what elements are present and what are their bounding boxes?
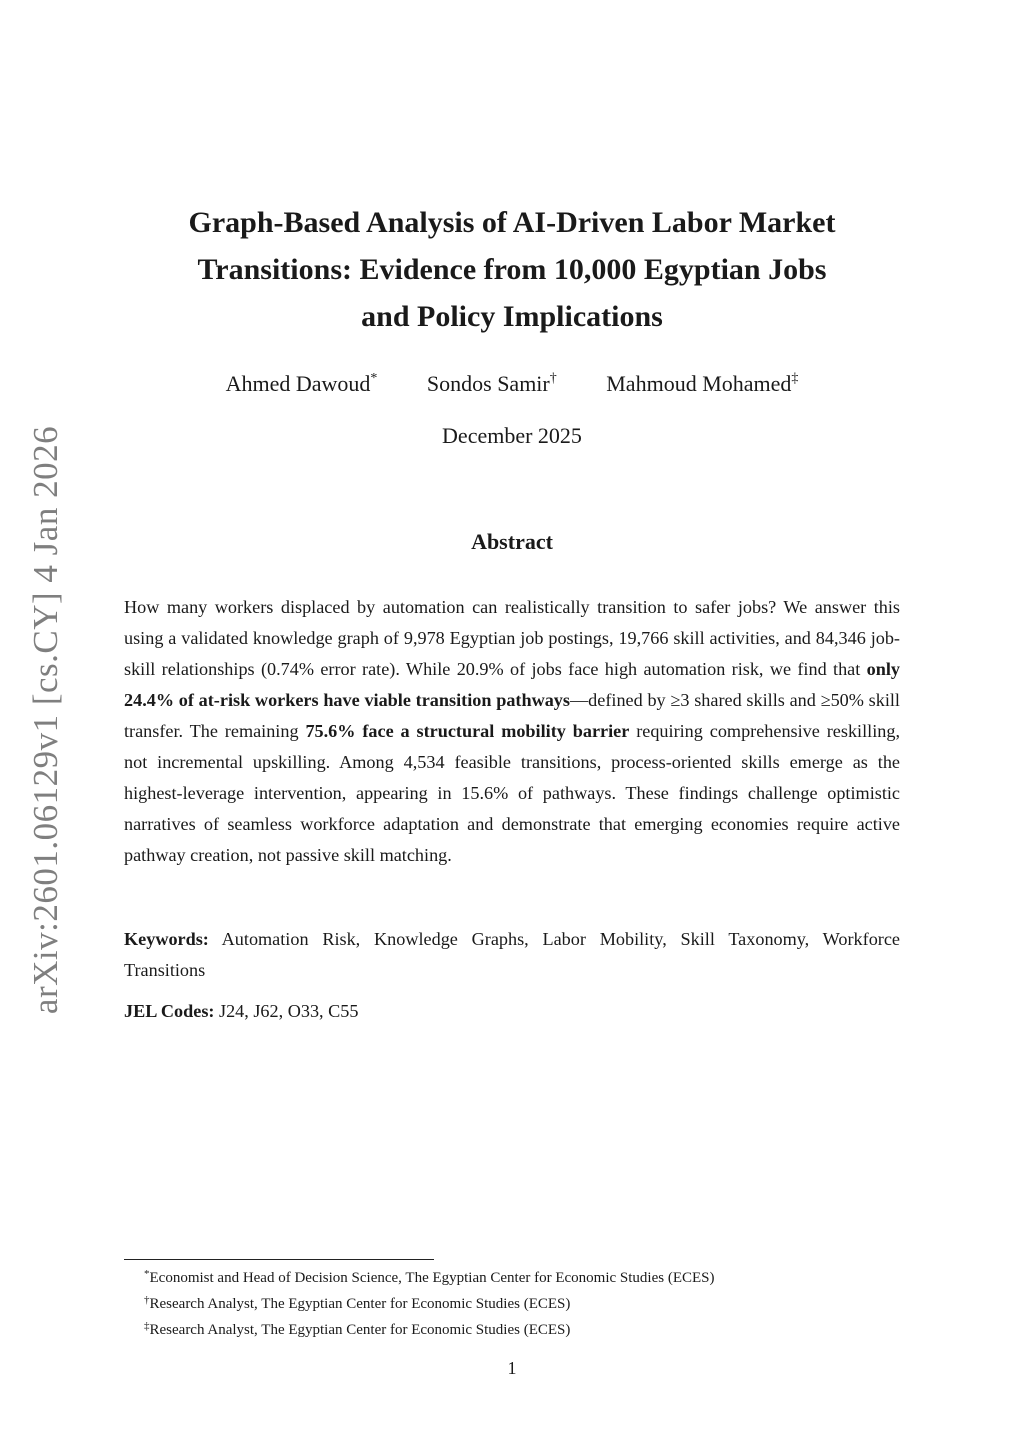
publication-date: December 2025 — [442, 423, 582, 448]
footnotes — [144, 1263, 904, 1341]
abstract-text — [124, 592, 900, 871]
jel-codes-list: J24, J62, O33, C55 — [219, 1001, 359, 1021]
keywords-label: Keywords: — [124, 929, 209, 949]
footnote-divider — [124, 1259, 434, 1260]
title-line: Graph-Based Analysis of AI-Driven Labor Market — [188, 206, 836, 239]
abstract-heading: Abstract — [471, 529, 553, 554]
keywords-list: Automation Risk, Knowledge Graphs, Labor Mobility, Skill Taxonomy, Workforce Transitions — [124, 929, 900, 980]
author-footnote-mark: ‡ — [791, 371, 799, 386]
abstract-highlight-viable-pathways: only 24.4% of at-risk workers have viable transition pathways — [124, 659, 900, 710]
author-list — [112, 371, 912, 397]
author-mahmoud-mohamed — [606, 371, 798, 397]
footnote-item — [144, 1263, 904, 1289]
author-sondos-samir — [427, 371, 557, 397]
abstract-text-part: requiring comprehensive reskilling, not incremental upskilling. Among 4,534 feasible transitions, process-oriented skills emerge as the highest-leverage intervention, appearing in 15.6% of pathways. These findings challenge optimistic narratives of seamless workforce adaptation and demonstrate that emerging economies require active pathway creation, not passive skill matching. — [124, 721, 900, 865]
footnote-text: Economist and Head of Decision Science, The Egyptian Center for Economic Studies (ECES) — [149, 1270, 715, 1286]
jel-codes — [124, 996, 900, 1027]
title-line: Transitions: Evidence from 10,000 Egyptian Jobs — [197, 253, 827, 286]
footnote-mark: * — [144, 1268, 150, 1280]
footnote-text: Research Analyst, The Egyptian Center for Economic Studies (ECES) — [149, 1322, 571, 1338]
page-number: 1 — [507, 1358, 517, 1378]
author-ahmed-dawoud — [226, 371, 378, 397]
footnote-text: Research Analyst, The Egyptian Center for Economic Studies (ECES) — [149, 1296, 571, 1312]
arxiv-identifier-stamp: arXiv:2601.06129v1 [cs.CY] 4 Jan 2026 — [26, 425, 65, 1015]
footnote-item — [144, 1289, 904, 1315]
jel-codes-label: JEL Codes: — [124, 1001, 215, 1021]
footnote-item — [144, 1315, 904, 1341]
paper-title — [112, 199, 912, 340]
keywords — [124, 924, 900, 986]
author-footnote-mark: † — [549, 371, 557, 386]
title-line: and Policy Implications — [361, 300, 663, 333]
author-name: Mahmoud Mohamed — [606, 371, 792, 396]
author-name: Ahmed Dawoud — [225, 371, 371, 396]
abstract-text-part: —defined by ≥3 shared skills and ≥50% skill transfer. The remaining — [124, 690, 900, 741]
footnote-mark: ‡ — [144, 1320, 150, 1332]
footnote-mark: † — [144, 1294, 150, 1306]
author-footnote-mark: * — [370, 371, 378, 386]
abstract-text-part: How many workers displaced by automation can realistically transition to safer jobs? We answer this using a validated knowledge graph of 9,978 Egyptian job postings, 19,766 skill activities, and 84,346 job-skill relationships (0.74% error rate). While 20.9% of jobs face high automation risk, we find that — [124, 597, 900, 679]
abstract-highlight-mobility-barrier: 75.6% face a structural mobility barrier — [305, 721, 630, 741]
author-name: Sondos Samir — [426, 371, 550, 396]
